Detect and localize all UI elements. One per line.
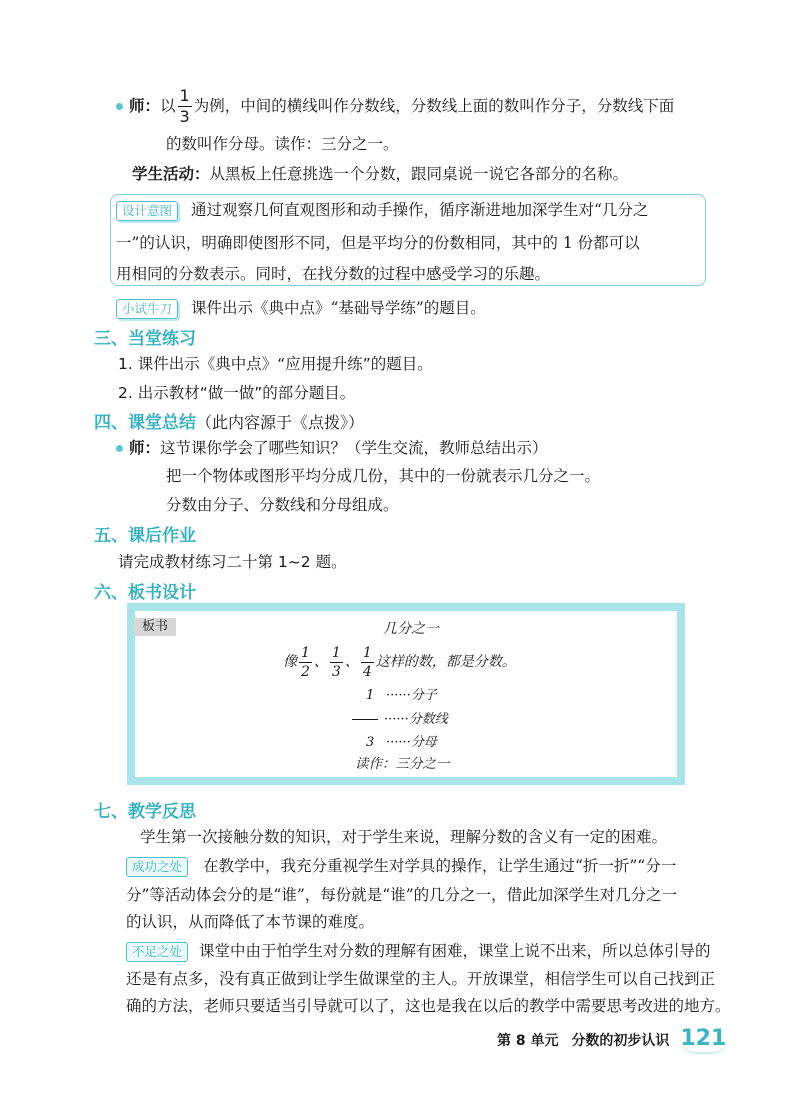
deficiency-tag: 不足之处 — [126, 942, 188, 962]
section-4-line-3: 分数由分子、分数线和分母组成。 — [166, 496, 399, 514]
board-label: 板书 — [134, 618, 176, 636]
section-3-heading: 三、当堂练习 — [94, 329, 196, 349]
section-4-heading: 四、课堂总结 — [94, 413, 196, 433]
design-line-2: 一”的认识，明确即使图形不同，但是平均分的份数相同，其中的 1 份都可以 — [116, 234, 640, 252]
teacher-label: 师： — [129, 97, 161, 115]
board-fraction-bar — [352, 719, 378, 720]
section-5-heading: 五、课后作业 — [94, 526, 196, 546]
board-fractions-line: 像 $\frac{1}{2}$ 、 $\frac{1}{3}$ 、 $\frac{1}{4}$ 这样的数，都是分数。 — [283, 644, 516, 680]
board-bar-line: ······分数线 — [352, 708, 448, 727]
trial-tag: 小试牛刀 — [116, 299, 178, 319]
board-fraction-third: $\frac{1}{3}$ — [331, 644, 341, 680]
trial-line: 小试牛刀 课件出示《典中点》“基础导学练”的题目。 — [116, 296, 486, 319]
section-3-item-2: 2. 出示教材“做一做”的部分题目。 — [118, 384, 356, 402]
design-tag: 设计意图 — [116, 201, 178, 221]
board-fraction-half: $\frac{1}{2}$ — [301, 644, 310, 680]
footer-title: 分数的初步认识 — [571, 1033, 670, 1049]
section-5-text: 请完成教材练习二十第 1~2 题。 — [118, 553, 347, 571]
design-line-3: 用相同的分数表示。同时，在找分数的过程中感受学习的乐趣。 — [116, 265, 551, 283]
board-read: 读作：三分之一 — [355, 756, 450, 772]
success-line-2: 分”等活动体会分的是“谁”，每份就是“谁”的几分之一，借此加深学生对几分之一 — [126, 886, 678, 904]
teacher-label: 师： — [129, 439, 161, 457]
section-4-note: （此内容源于《点拨》） — [196, 413, 365, 432]
section-7-heading: 七、教学反思 — [94, 802, 196, 822]
board-denominator-line: 3 ······分母 — [366, 735, 437, 750]
board-fraction-quarter: $\frac{1}{4}$ — [362, 644, 372, 680]
section-4-teacher: 师：这节课你学会了哪些知识？（学生交流，教师总结出示） — [116, 436, 548, 458]
deficiency-line-1: 不足之处 课堂中由于怕学生对分数的理解有困难，课堂上说不出来，所以总体引导的 — [126, 939, 710, 962]
design-line-1: 设计意图 通过观察几何直观图形和动手操作，循序渐进地加深学生对“几分之 — [116, 198, 648, 221]
section-3-item-1: 1. 课件出示《典中点》“应用提升练”的题目。 — [118, 355, 433, 373]
success-line-3: 的认识，从而降低了本节课的难度。 — [126, 913, 375, 931]
fraction-one-third: $\frac{1}{3}$ — [179, 86, 190, 126]
student-activity: 学生活动：从黑板上任意挑选一个分数，跟同桌说一说它各部分的名称。 — [132, 165, 629, 183]
board-numerator-line: 1 ······分子 — [366, 688, 437, 703]
section-7-intro: 学生第一次接触分数的知识，对于学生来说，理解分数的含义有一定的困难。 — [140, 828, 668, 846]
bullet-icon — [116, 103, 123, 110]
footer-unit: 第 8 单元 — [497, 1033, 559, 1049]
section-4-line-2: 把一个物体或图形平均分成几份，其中的一份就表示几分之一。 — [166, 467, 601, 485]
board-title: 几分之一 — [383, 621, 439, 637]
activity-label: 学生活动： — [132, 165, 210, 183]
teacher-line-2: 的数叫作分母。读作：三分之一。 — [166, 135, 399, 153]
section-6-heading: 六、板书设计 — [94, 583, 196, 603]
section-4-heading-line — [94, 408, 364, 433]
success-tag: 成功之处 — [126, 857, 188, 877]
teacher-line-1: 师：以 $\frac{1}{3}$ 为例，中间的横线叫作分数线，分数线上面的数叫作分子，分数线下面 — [116, 86, 674, 126]
success-line-1: 成功之处 在教学中，我充分重视学生对学具的操作，让学生通过“折一折”“分一 — [126, 854, 676, 877]
deficiency-line-3: 确的方法，老师只要适当引导就可以了，这也是我在以后的教学中需要思考改进的地方。 — [126, 997, 731, 1015]
bullet-icon — [116, 445, 123, 452]
deficiency-line-2: 还是有点多，没有真正做到让学生做课堂的主人。开放课堂，相信学生可以自己找到正 — [126, 970, 716, 988]
page-number: 121 — [680, 1026, 727, 1051]
